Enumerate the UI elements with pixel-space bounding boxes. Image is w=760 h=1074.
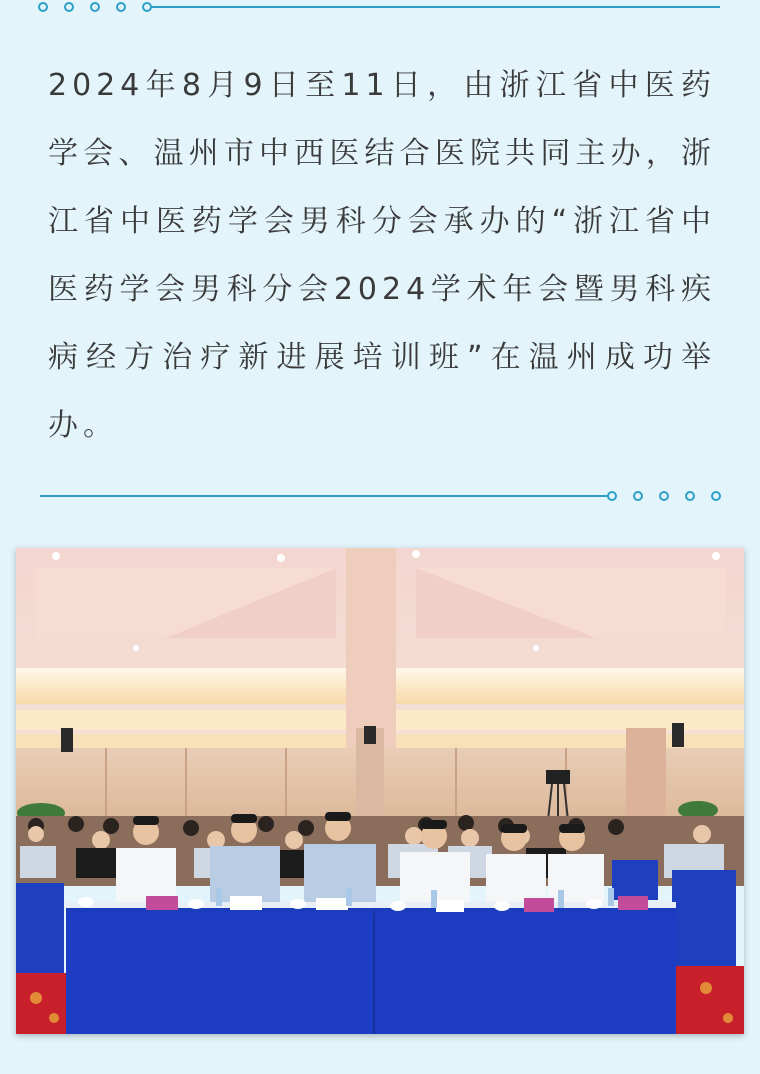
article-paragraph: 2024年8月9日至11日，由浙江省中医药学会、温州市中西医结合医院共同主办，浙江省中医药学会男科分会承办的“浙江省中医药学会男科分会2024学术年会暨男科疾病经方治疗新进展培训班”在温州成功举办。 — [48, 68, 716, 443]
bottom-divider — [0, 488, 760, 504]
conference-photo — [16, 548, 744, 1034]
top-divider — [0, 0, 760, 16]
